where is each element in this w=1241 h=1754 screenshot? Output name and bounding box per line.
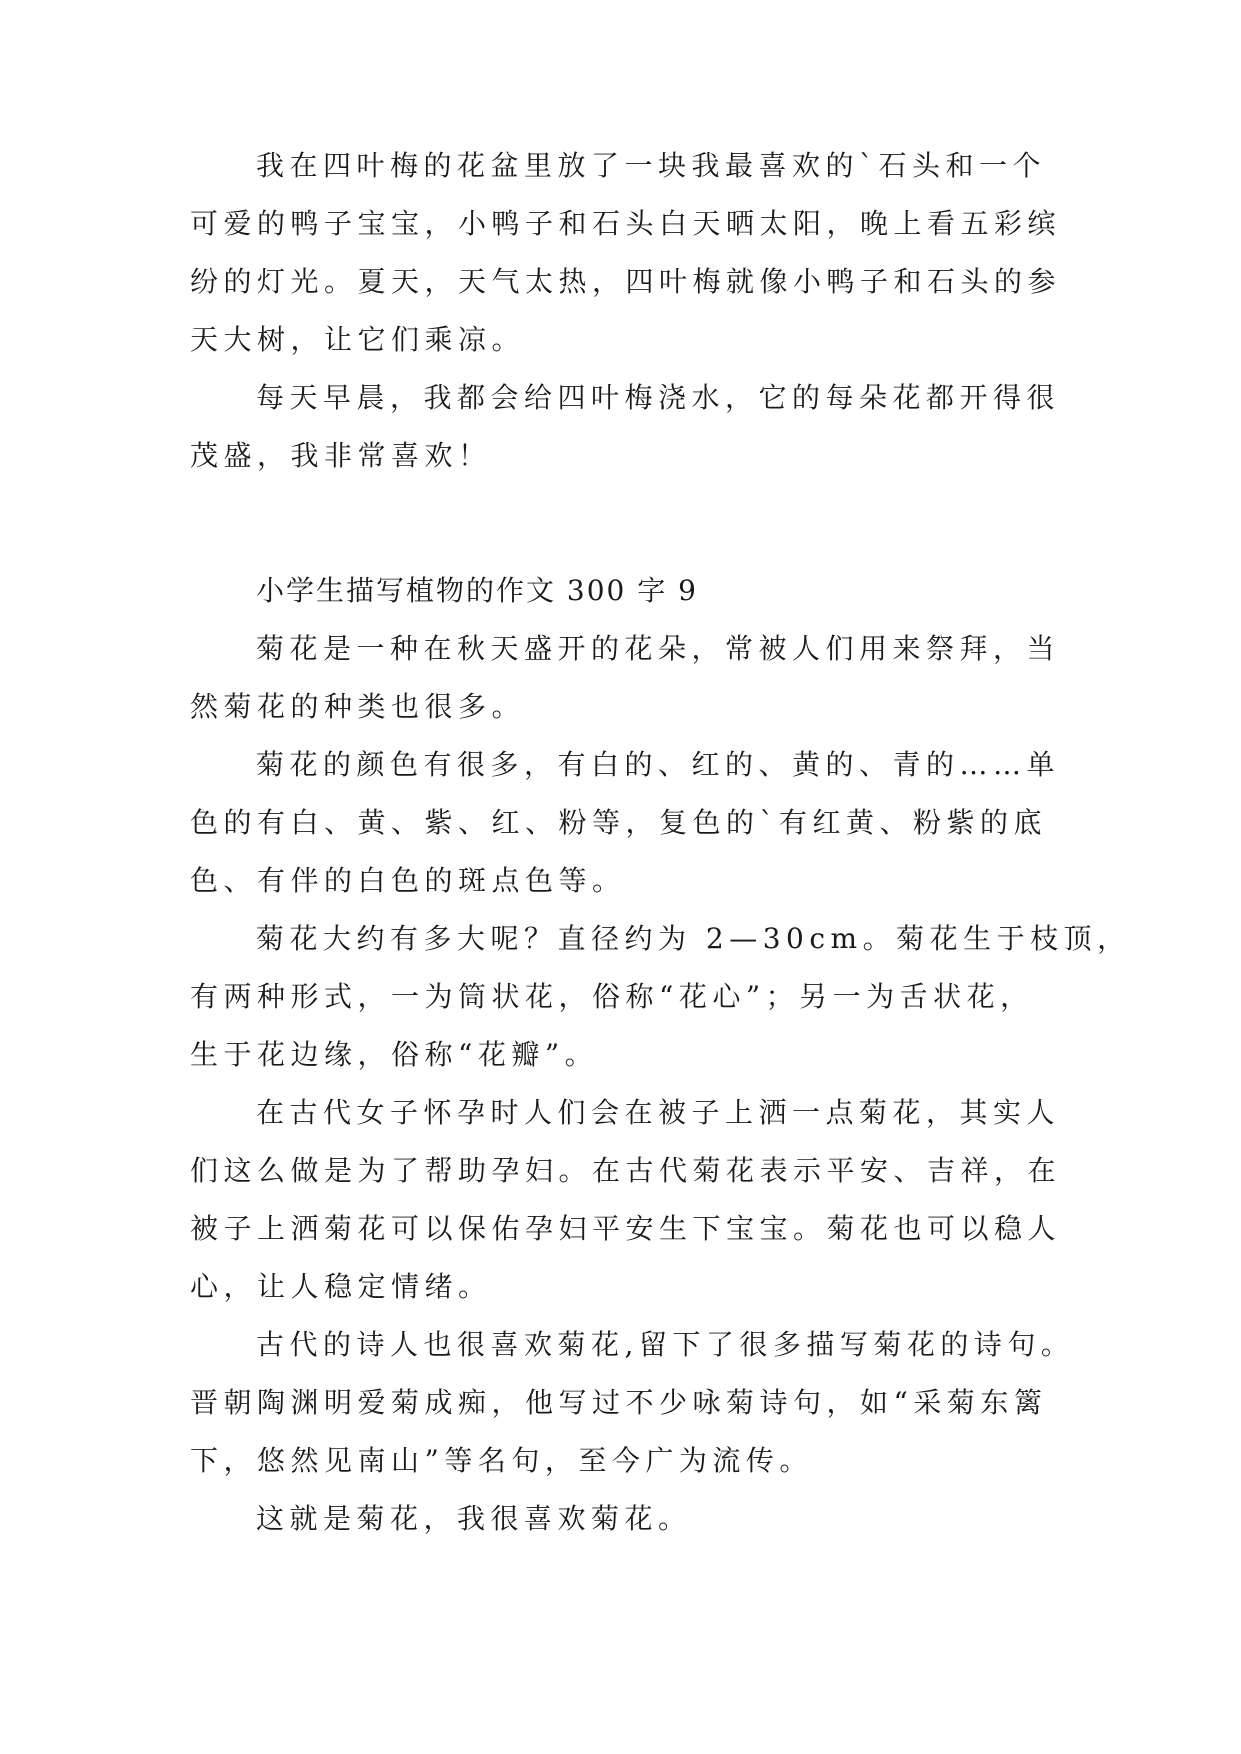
- paragraph-line: 这就是菊花，我很喜欢菊花。: [256, 1502, 692, 1535]
- paragraph-line: 生于花边缘，俗称“花瓣”。: [190, 1038, 599, 1071]
- paragraph-line: 心，让人稳定情绪。: [190, 1270, 492, 1303]
- essay-heading: 小学生描写植物的作文 300 字 9: [256, 574, 698, 607]
- paragraph-line: 晋朝陶渊明爱菊成痴，他写过不少咏菊诗句，如“采菊东篱: [190, 1386, 1048, 1419]
- paragraph-line: 每天早晨，我都会给四叶梅浇水，它的每朵花都开得很: [256, 381, 1061, 414]
- paragraph-line: 有两种形式，一为筒状花，俗称“花心”；另一为舌状花，: [190, 980, 1034, 1013]
- paragraph-line: 菊花大约有多大呢？直径约为 2—30cm。菊花生于枝顶，: [256, 922, 1131, 955]
- paragraph-line: 色的有白、黄、紫、红、粉等，复色的`有红黄、粉紫的底: [190, 806, 1048, 839]
- paragraph-line: 可爱的鸭子宝宝，小鸭子和石头白天晒太阳，晚上看五彩缤: [190, 207, 1062, 240]
- essay-continuation: [190, 137, 1070, 485]
- paragraph-line: 纷的灯光。夏天，天气太热，四叶梅就像小鸭子和石头的参: [190, 265, 1062, 298]
- paragraph-line: 古代的诗人也很喜欢菊花,留下了很多描写菊花的诗句。: [256, 1328, 1075, 1361]
- paragraph-line: 被子上洒菊花可以保佑孕妇平安生下宝宝。菊花也可以稳人: [190, 1212, 1062, 1245]
- paragraph-line: 色、有伴的白色的斑点色等。: [190, 864, 626, 897]
- paragraph-line: 菊花是一种在秋天盛开的花朵，常被人们用来祭拜，当: [256, 632, 1061, 665]
- paragraph-line: 我在四叶梅的花盆里放了一块我最喜欢的`石头和一个: [256, 149, 1047, 182]
- paragraph-line: 天大树，让它们乘凉。: [190, 323, 526, 356]
- paragraph-line: 然菊花的种类也很多。: [190, 690, 526, 723]
- paragraph-line: 下，悠然见南山”等名句，至今广为流传。: [190, 1444, 813, 1477]
- paragraph-line: 茂盛，我非常喜欢！: [190, 439, 492, 472]
- paragraph-line: 菊花的颜色有很多，有白的、红的、黄的、青的……单: [256, 748, 1061, 781]
- paragraph-line: 在古代女子怀孕时人们会在被子上洒一点菊花，其实人: [256, 1096, 1061, 1129]
- paragraph-line: 们这么做是为了帮助孕妇。在古代菊花表示平安、吉祥，在: [190, 1154, 1062, 1187]
- essay-9: [190, 562, 1131, 1548]
